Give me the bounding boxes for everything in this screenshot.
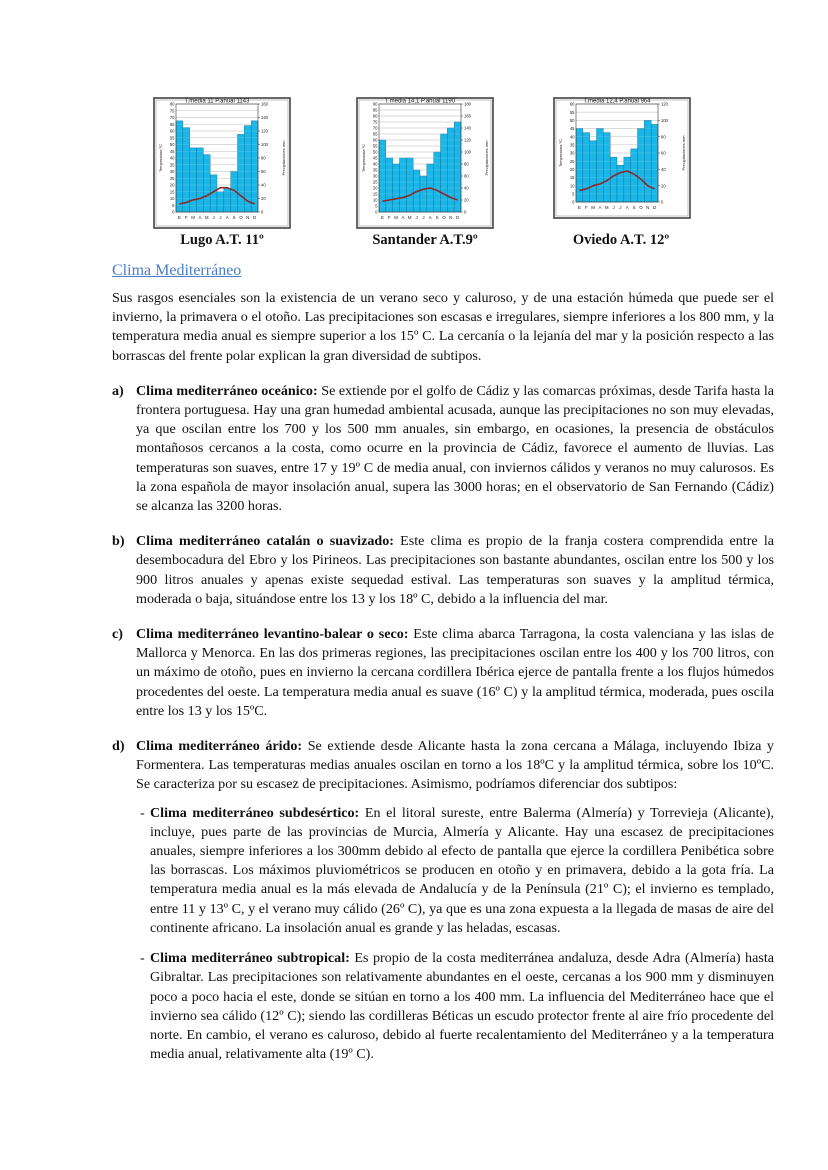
item-marker: d) <box>112 738 125 755</box>
climate-charts <box>0 92 828 252</box>
right-tick-label: 40 <box>261 182 266 188</box>
precipitation-bar <box>400 158 407 212</box>
month-label: S <box>435 215 439 220</box>
right-tick-label: 0 <box>261 209 264 215</box>
precipitation-bar <box>190 148 197 212</box>
right-tick-label: 120 <box>661 101 668 107</box>
right-tick-label: 0 <box>661 199 664 205</box>
item-marker: c) <box>112 626 123 643</box>
left-tick-label: 70 <box>169 115 175 121</box>
right-tick-label: 120 <box>261 128 268 134</box>
right-tick-label: 100 <box>661 117 668 123</box>
left-tick-label: 25 <box>569 158 575 164</box>
month-label: E <box>177 215 181 220</box>
intro-paragraph: Sus rasgos esenciales son la existencia de un verano seco y caluroso, y de una estación húmeda que puede ser el invierno, la primavera o el otoño. Las precipitaciones son escasas e irregulares, siempre inferiores a los 800 mm, y la temperatura media anual es siempre superior a los 15º C. La cercanía o la lejanía del mar y la posición respecto a las borrascas del frente polar explican la gran diversidad de subtipos. <box>112 290 774 364</box>
right-tick-label: 20 <box>464 197 469 203</box>
left-tick-label: 45 <box>169 148 175 154</box>
climograph-svg <box>355 92 495 230</box>
right-axis-label: Precipitaciones mm <box>681 135 686 171</box>
right-tick-label: 60 <box>261 169 266 175</box>
right-tick-label: 100 <box>261 142 268 148</box>
precipitation-bar <box>617 165 624 202</box>
month-label: N <box>646 205 650 210</box>
month-label: M <box>604 205 609 210</box>
month-label: D <box>652 205 657 210</box>
left-tick-label: 10 <box>169 196 175 202</box>
left-tick-label: 15 <box>372 191 378 197</box>
month-label: M <box>407 215 412 220</box>
precipitation-bar <box>217 192 224 212</box>
left-tick-label: 65 <box>169 121 175 127</box>
climate-subitem-subdesertico <box>112 804 774 938</box>
left-tick-label: 10 <box>372 197 378 203</box>
month-label: J <box>219 215 222 220</box>
right-axis-label: Precipitaciones mm <box>484 140 489 176</box>
climograph-svg <box>552 92 692 220</box>
precipitation-bar <box>406 158 413 212</box>
month-label: A <box>428 215 432 220</box>
subitem-term: Clima mediterráneo subtropical: <box>150 950 350 967</box>
month-label: N <box>449 215 453 220</box>
left-tick-label: 50 <box>169 142 175 148</box>
right-tick-label: 20 <box>661 183 666 189</box>
left-tick-label: 5 <box>172 202 175 208</box>
left-tick-label: 30 <box>372 173 378 179</box>
right-tick-label: 140 <box>261 115 268 121</box>
item-term: Clima mediterráneo oceánico: <box>136 382 318 399</box>
left-tick-label: 55 <box>372 143 378 149</box>
month-label: F <box>387 215 391 220</box>
caption-lugo: Lugo A.T. 11º <box>180 232 264 248</box>
left-tick-label: 35 <box>372 167 378 173</box>
left-tick-label: 80 <box>169 101 175 107</box>
right-tick-label: 60 <box>661 150 666 156</box>
item-body: Se extiende desde Alicante hasta la zona cercana a Málaga, incluyendo Ibiza y Formentera. Las temperaturas medias anuales oscilan en torno a los 18ºC y la amplitud térmica, sobre los 10ºC. Se caracteriza por su escasez de precipitaciones. Asimismo, podríamos diferenciar dos subtipos: <box>136 738 774 793</box>
month-label: F <box>584 205 588 210</box>
right-tick-label: 40 <box>464 185 469 191</box>
month-label: M <box>204 215 209 220</box>
month-label: O <box>239 215 243 220</box>
month-label: N <box>246 215 250 220</box>
month-label: E <box>380 215 384 220</box>
climate-item-c <box>112 625 774 721</box>
right-tick-label: 40 <box>661 166 666 172</box>
month-label: M <box>394 215 398 220</box>
month-label: A <box>401 215 405 220</box>
right-tick-label: 120 <box>464 137 471 143</box>
precipitation-bar <box>651 124 658 202</box>
climograph-oviedo <box>552 92 692 220</box>
chart-header: T.media 11 P.anual 1143 <box>184 98 250 105</box>
month-label: O <box>639 205 643 210</box>
precipitation-bar <box>203 155 210 212</box>
left-tick-label: 35 <box>569 142 575 148</box>
item-text <box>136 737 774 795</box>
left-tick-label: 70 <box>372 125 378 131</box>
precipitation-bar <box>176 121 183 212</box>
left-tick-label: 40 <box>569 134 575 140</box>
climograph-svg <box>152 92 292 230</box>
left-tick-label: 0 <box>572 199 575 205</box>
precipitation-bar <box>583 133 590 202</box>
right-tick-label: 160 <box>464 113 471 119</box>
subitem-term: Clima mediterráneo subdesértico: <box>150 804 360 821</box>
precipitation-bar <box>441 134 448 212</box>
caption-santander: Santander A.T.9º <box>372 232 478 248</box>
month-label: J <box>415 215 418 220</box>
precipitation-bar <box>590 141 597 202</box>
left-tick-label: 45 <box>569 126 575 132</box>
left-tick-label: 35 <box>169 162 175 168</box>
precipitation-bar <box>603 133 610 202</box>
month-label: J <box>212 215 215 220</box>
left-tick-label: 60 <box>372 137 378 143</box>
month-label: D <box>455 215 460 220</box>
precipitation-bar <box>624 157 631 202</box>
month-label: A <box>198 215 202 220</box>
right-tick-label: 80 <box>261 155 266 161</box>
left-axis-label: Temperatura ºC <box>361 144 366 172</box>
left-tick-label: 50 <box>372 149 378 155</box>
right-tick-label: 180 <box>464 101 471 107</box>
left-tick-label: 5 <box>572 191 575 197</box>
left-tick-label: 25 <box>372 179 378 185</box>
left-tick-label: 0 <box>172 209 175 215</box>
left-tick-label: 75 <box>372 119 378 125</box>
item-body: Se extiende por el golfo de Cádiz y las comarcas próximas, desde Tarifa hasta la frontera portuguesa. Hay una gran humedad ambiental acusada, aunque las precipitaciones no son muy elevadas, ya que oscilan entre los 700 y los 500 mm anuales, sin embargo, en ocasiones, la presencia de obstáculos montañosos cercanos a la costa, como ocurre en la provincia de Cádiz, favorece el aumento de lluvias. Las temperaturas son suaves, entre 17 y 19º C de media anual, con inviernos cálidos y veranos no muy calurosos. Es la zona española de mayor insolación anual, supera las 3000 horas; en el observatorio de San Fernando (Cádiz) se alcanza las 3200 horas. <box>136 382 774 515</box>
subitem-text <box>150 949 774 1064</box>
left-tick-label: 0 <box>375 209 378 215</box>
climograph-santander <box>355 92 495 230</box>
month-label: A <box>598 205 602 210</box>
month-label: O <box>442 215 446 220</box>
climate-subitem-subtropical <box>112 949 774 1064</box>
month-label: S <box>632 205 636 210</box>
chart-header: T.media 14,1 P.anual 1190 <box>384 98 456 105</box>
left-tick-label: 10 <box>569 183 575 189</box>
left-tick-label: 45 <box>372 155 378 161</box>
month-label: J <box>422 215 425 220</box>
right-tick-label: 160 <box>261 101 268 107</box>
left-tick-label: 15 <box>169 189 175 195</box>
item-text <box>136 382 774 516</box>
precipitation-bar <box>183 128 190 212</box>
right-tick-label: 0 <box>464 209 467 215</box>
left-tick-label: 60 <box>169 128 175 134</box>
month-label: M <box>191 215 195 220</box>
subitem-body: Es propio de la costa mediterránea andaluza, desde Adra (Almería) hasta Gibraltar. Las precipitaciones son relativamente abundantes en el oeste, cercanas a los 900 mm y disminuyen poco a poco hacia el este, donde se sitúan en torno a los 400 mm. La influencia del Mediterráneo hace que el invierno sea cálido (12º C); siendo las cordilleras Béticas un escudo protector frente al aire frío procedente del norte. En cambio, el verano es caluroso, debido al fuerte recalentamiento del Mediterráneo y a la temperatura media anual, relativamente alta (19º C). <box>150 950 774 1063</box>
chart-header: T.media 12,4 P.anual 964 <box>583 98 651 105</box>
climograph-lugo <box>152 92 292 230</box>
left-tick-label: 85 <box>372 107 378 113</box>
item-text <box>136 625 774 721</box>
right-tick-label: 60 <box>464 173 469 179</box>
subitem-text <box>150 804 774 938</box>
climate-item-d <box>112 737 774 795</box>
item-marker: a) <box>112 382 124 399</box>
precipitation-bar <box>610 157 617 202</box>
month-label: M <box>591 205 595 210</box>
item-term: Clima mediterráneo catalán o suavizado: <box>136 533 394 550</box>
main-text <box>112 289 774 1075</box>
left-tick-label: 60 <box>569 101 575 107</box>
left-tick-label: 90 <box>372 101 378 107</box>
left-tick-label: 20 <box>372 185 378 191</box>
item-text <box>136 532 774 609</box>
climate-item-a <box>112 382 774 516</box>
subitem-dash: - <box>140 804 145 821</box>
left-tick-label: 20 <box>169 182 175 188</box>
left-tick-label: 30 <box>569 150 575 156</box>
precipitation-bar <box>576 129 583 203</box>
left-axis-label: Temperatura ºC <box>558 139 563 167</box>
left-tick-label: 30 <box>169 169 175 175</box>
item-body: Este clima abarca Tarragona, la costa valenciana y las islas de Mallorca y Menorca. En las dos primeras regiones, las precipitaciones oscilan entre los 400 y los 700 litros, con un máximo de otoño, pues en invierno la cercana cordillera Ibérica ejerce de pantalla frente a los flujos húmedos procedentes del oeste. La temperatura media anual es suave (16º C) y la amplitud térmica, moderada, pues oscila entre los 13 y los 15ºC. <box>136 626 774 719</box>
left-tick-label: 50 <box>569 117 575 123</box>
right-axis-label: Precipitaciones mm <box>281 140 286 176</box>
item-body: Este clima es propio de la franja costera comprendida entre la desembocadura del Ebro y los Pirineos. Las precipitaciones son bastante abundantes, oscilan entre los 500 y los 900 litros anuales y apenas existe sequedad estival. Las temperaturas son suaves y la amplitud térmica, moderada o baja, situándose entre los 13 y los 18º C, debido a la influencia del mar. <box>136 533 774 607</box>
right-tick-label: 100 <box>464 149 471 155</box>
climate-item-b <box>112 532 774 609</box>
caption-oviedo: Oviedo A.T. 12º <box>572 232 670 248</box>
item-term: Clima mediterráneo levantino-balear o seco: <box>136 626 409 643</box>
right-tick-label: 20 <box>261 196 266 202</box>
precipitation-bar <box>238 134 245 212</box>
month-label: A <box>225 215 229 220</box>
right-tick-label: 140 <box>464 125 471 131</box>
left-tick-label: 55 <box>569 109 575 115</box>
month-label: J <box>619 205 622 210</box>
item-marker: b) <box>112 533 125 550</box>
left-tick-label: 5 <box>375 203 378 209</box>
left-tick-label: 40 <box>169 155 175 161</box>
month-label: E <box>577 205 581 210</box>
left-tick-label: 15 <box>569 175 575 181</box>
precipitation-bar <box>386 158 393 212</box>
precipitation-bar <box>251 121 258 212</box>
right-tick-label: 80 <box>661 134 666 140</box>
left-tick-label: 80 <box>372 113 378 119</box>
precipitation-bar <box>638 129 645 203</box>
left-tick-label: 75 <box>169 108 175 114</box>
left-tick-label: 20 <box>569 166 575 172</box>
month-label: J <box>612 205 615 210</box>
left-tick-label: 65 <box>372 131 378 137</box>
month-label: A <box>625 205 629 210</box>
left-tick-label: 40 <box>372 161 378 167</box>
month-label: S <box>232 215 236 220</box>
subitem-body: En el litoral sureste, entre Balerma (Almería) y Torrevieja (Alicante), incluye, pues parte de las provincias de Murcia, Almería y Alicante. Hay una escasez de precipitaciones anuales, siempre inferiores a los 300mm debido al efecto de pantalla que ejerce la cordillera Penibética sobre las borrascas. Los máximos pluviométricos se producen en otoño y en primavera, debido a la gota fría. La temperatura media anual es la más elevada de Andalucía y de la Península (21º C); el invierno es templado, entre 11 y 13º C, y el verano muy cálido (26º C), ya que es una zona expuesta a la llegada de masas de aire del continente africano. La insolación anual es grande y las heladas, escasas. <box>150 804 774 936</box>
section-title-link[interactable]: Clima Mediterráneo <box>112 262 242 279</box>
month-label: D <box>252 215 257 220</box>
left-axis-label: Temperatura ºC <box>158 144 163 172</box>
precipitation-bar <box>197 148 204 212</box>
subitem-dash: - <box>140 950 145 967</box>
left-tick-label: 25 <box>169 175 175 181</box>
precipitation-bar <box>224 188 231 212</box>
precipitation-bar <box>597 129 604 203</box>
item-term: Clima mediterráneo árido: <box>136 738 303 755</box>
left-tick-label: 55 <box>169 135 175 141</box>
right-tick-label: 80 <box>464 161 469 167</box>
month-label: F <box>184 215 188 220</box>
